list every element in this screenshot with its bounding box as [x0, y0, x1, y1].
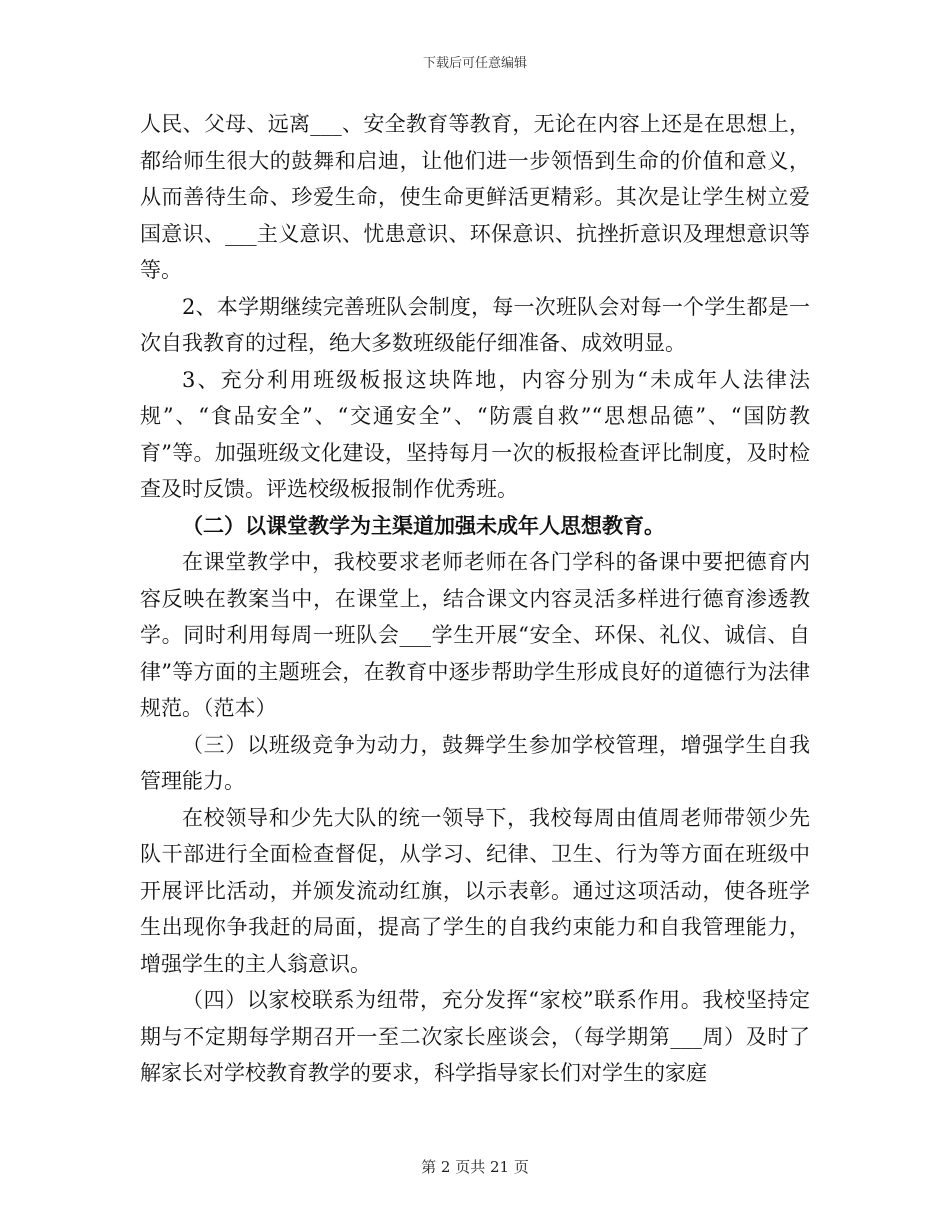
section-heading-4: （四）以家校联系为纽带，充分发挥“家校”联系作用。我校坚持定期与不定期每学期召开一至二次家长座谈会，（每学期第___周）及时了解家长对学校教育教学的要求，科学指导家长们对学生的家庭: [140, 988, 810, 1085]
paragraph-2: 2、本学期继续完善班队会制度，每一次班队会对每一个学生都是一次自我教育的过程，绝大多数班级能仔细准备、成效明显。: [140, 294, 810, 355]
page-number-footer: 第 2 页共 21 页: [421, 1158, 529, 1176]
paragraph-4: 在课堂教学中，我校要求老师老师在各门学科的备课中要把德育内容反映在教案当中，在课堂上，结合课文内容灵活多样进行德育渗透教学。同时利用每周一班队会___学生开展“安全、环保、礼仪、诚信、自律”等方面的主题班会，在教育中逐步帮助学生形成良好的道德行为法律规范。（范本）: [140, 550, 810, 720]
paragraph-3: 3、充分利用班级板报这块阵地，内容分别为“未成年人法律法规”、“食品安全”、“交通安全”、“防震自救”“思想品德”、“国防教育”等。加强班级文化建设，坚持每月一次的板报检查评比制度，及时检查及时反馈。评选校级板报制作优秀班。: [140, 367, 810, 501]
section-heading-2: （二）以课堂教学为主渠道加强未成年人思想教育。: [182, 512, 665, 538]
paragraph-1: 人民、父母、远离___、安全教育等教育，无论在内容上还是在思想上，都给师生很大的鼓舞和启迪，让他们进一步领悟到生命的价值和意义，从而善待生命、珍爱生命，使生命更鲜活更精彩。其次是让学生树立爱国意识、___主义意识、忧患意识、环保意识、抗挫折意识及理想意识等等。: [140, 112, 810, 282]
page-header-note: 下载后可任意编辑: [422, 56, 527, 71]
paragraph-5: 在校领导和少先大队的统一领导下，我校每周由值周老师带领少先队干部进行全面检查督促，从学习、纪律、卫生、行为等方面在班级中开展评比活动，并颁发流动红旗，以示表彰。通过这项活动，使各班学生出现你争我赶的局面，提高了学生的自我约束能力和自我管理能力，增强学生的主人翁意识。: [140, 805, 810, 976]
document-body: [140, 106, 810, 1092]
section-heading-3: （三）以班级竞争为动力，鼓舞学生参加学校管理，增强学生自我管理能力。: [140, 732, 810, 793]
